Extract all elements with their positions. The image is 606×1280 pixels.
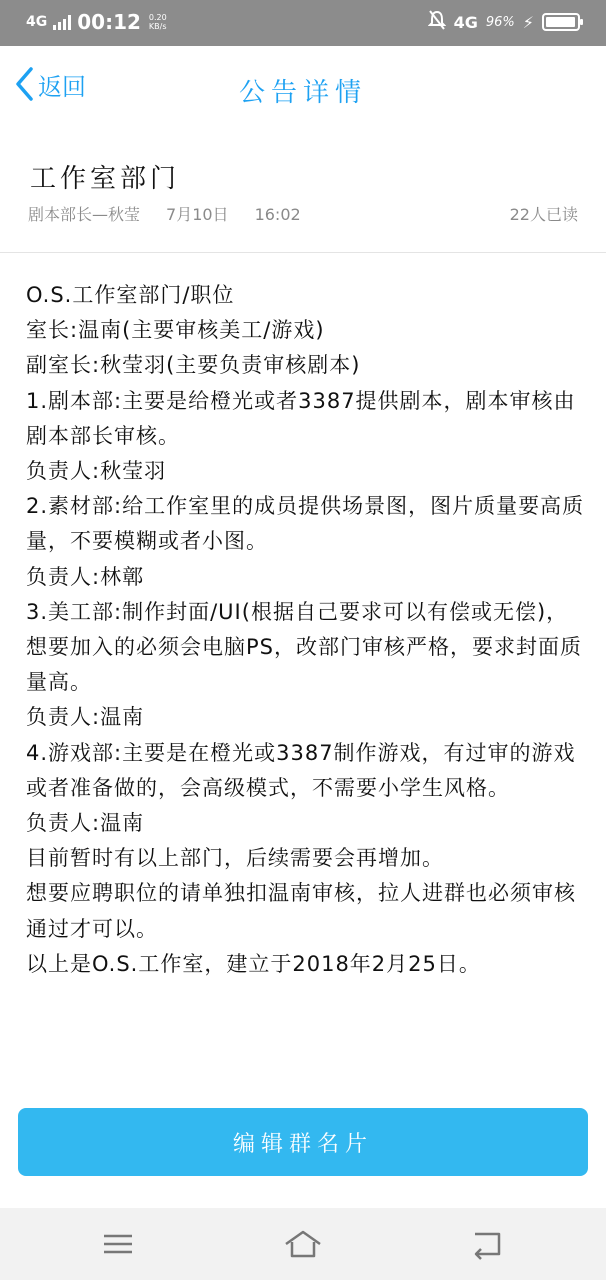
notice-title: 工作室部门 (30, 164, 181, 194)
notice-date: 7月10日 (166, 205, 229, 224)
charging-icon: ⚡ (522, 12, 534, 32)
read-count[interactable]: 22人已读 (509, 205, 578, 224)
battery-percent: 96% (485, 14, 515, 30)
network-right-label: 4G (453, 12, 478, 32)
status-bar (0, 0, 606, 46)
notice-line: 负责人:秋莹羽 (26, 459, 167, 484)
notice-author: 剧本部长—秋莹 (28, 205, 141, 224)
divider (0, 252, 606, 253)
menu-icon[interactable] (98, 1228, 138, 1260)
notice-line: 负责人:温南 (26, 811, 145, 836)
notice-time: 16:02 (254, 205, 301, 224)
network-label: 4G (26, 14, 48, 30)
status-right (428, 10, 580, 34)
status-time: 00:12 (77, 10, 141, 34)
notice-line: 1.剧本部:主要是给橙光或者3387提供剧本，剧本审核由剧本部长审核。 (26, 388, 576, 448)
battery-fill (546, 17, 575, 27)
status-left (26, 10, 167, 34)
notice-line: 想要应聘职位的请单独扣温南审核，拉人进群也必须审核通过才可以。 (26, 881, 576, 941)
network-speed (149, 13, 167, 31)
signal-icon (53, 14, 71, 30)
back-nav-icon[interactable] (467, 1228, 507, 1260)
notice-line: 室长:温南(主要审核美工/游戏) (26, 318, 325, 343)
notice-line: 以上是O.S.工作室，建立于2018年2月25日。 (26, 951, 481, 976)
notice-line: 负责人:林鄣 (26, 564, 145, 589)
notice-line: 目前暂时有以上部门，后续需要会再增加。 (26, 846, 444, 871)
notice-meta (28, 202, 327, 225)
speed-value: 0.20 (148, 13, 167, 22)
back-label: 返回 (38, 72, 86, 101)
notice-body (26, 278, 586, 982)
notice-line: O.S.工作室部门/职位 (26, 283, 235, 307)
system-nav-bar (0, 1208, 606, 1280)
notice-line: 2.素材部:给工作室里的成员提供场景图，图片质量要高质量，不要模糊或者小图。 (26, 494, 585, 554)
speed-unit: KB/s (148, 22, 167, 31)
nav-bar (0, 46, 606, 134)
notice-line: 4.游戏部:主要是在橙光或3387制作游戏，有过审的游戏或者准备做的，会高级模式，不需要小学生风格。 (26, 740, 576, 800)
battery-icon (542, 13, 580, 31)
notice-line: 3.美工部:制作封面/UI(根据自己要求可以有偿或无偿)，想要加入的必须会电脑PS，改部门审核严格，要求封面质量高。 (26, 599, 582, 695)
notice-line: 负责人:温南 (26, 705, 145, 730)
home-icon[interactable] (283, 1228, 323, 1260)
do-not-disturb-icon (428, 10, 446, 34)
page-title: 公告详情 (238, 78, 367, 108)
notice-line: 副室长:秋莹羽(主要负责审核剧本) (26, 353, 361, 378)
edit-group-card-button[interactable]: 编辑群名片 (18, 1108, 588, 1176)
